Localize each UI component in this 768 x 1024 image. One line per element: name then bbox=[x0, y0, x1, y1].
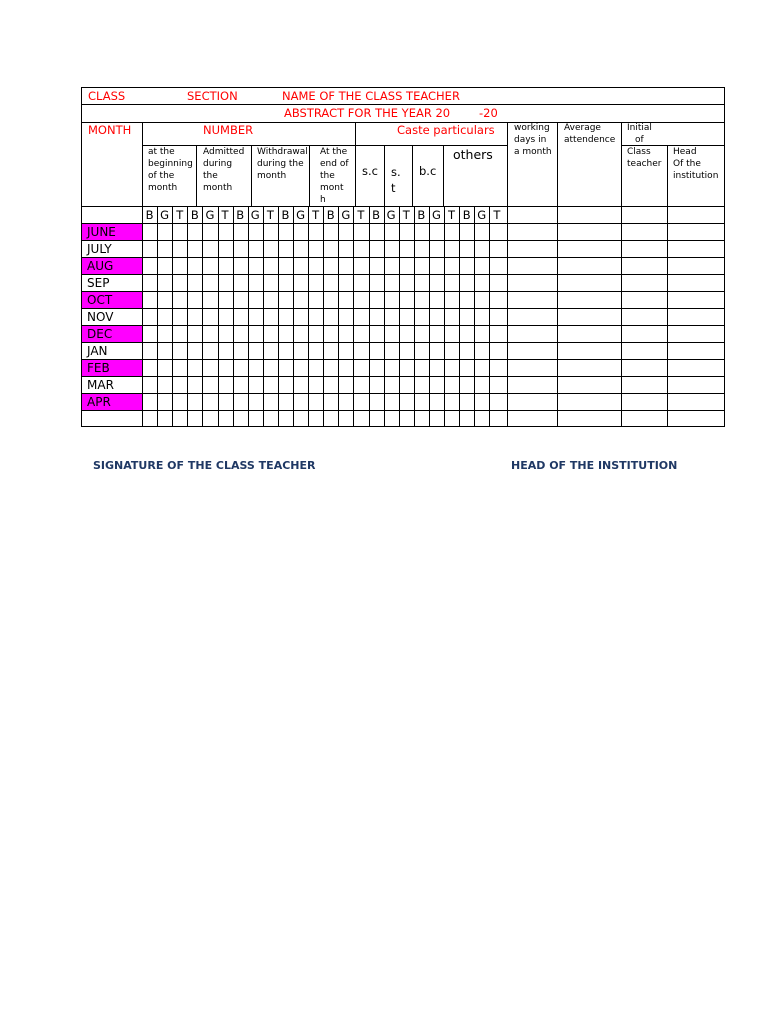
grid-line bbox=[81, 223, 724, 224]
bgt-letter: T bbox=[448, 208, 456, 222]
head-of-institution-signature-label: HEAD OF THE INSTITUTION bbox=[511, 459, 678, 472]
caste-sc: s.c bbox=[362, 164, 378, 178]
grid-line bbox=[142, 122, 143, 426]
month-row-label: DEC bbox=[81, 326, 142, 343]
grid-line bbox=[667, 145, 668, 426]
month-header: MONTH bbox=[88, 123, 132, 137]
grid-line bbox=[474, 206, 475, 426]
bgt-letter: G bbox=[431, 208, 441, 222]
average-attendance-header: Average attendence bbox=[564, 123, 616, 145]
grid-line bbox=[248, 206, 249, 426]
grid-line bbox=[81, 240, 724, 241]
grid-line bbox=[444, 206, 445, 426]
number-subhead-beginning: at the beginning of the month bbox=[148, 147, 193, 193]
grid-line bbox=[81, 122, 724, 123]
bgt-letter: B bbox=[236, 208, 245, 222]
bgt-letter: G bbox=[477, 208, 487, 222]
bgt-letter: G bbox=[386, 208, 396, 222]
caste-bc: b.c bbox=[419, 164, 437, 178]
number-subhead-withdrawal: Withdrawal during the month bbox=[257, 147, 308, 181]
bgt-letter: T bbox=[493, 208, 501, 222]
bgt-letter: T bbox=[312, 208, 320, 222]
class-label: CLASS bbox=[88, 89, 126, 103]
grid-line bbox=[81, 376, 724, 377]
grid-line bbox=[81, 257, 724, 258]
month-row-label: JAN bbox=[87, 344, 108, 358]
number-subhead-end: At the end of the mont h bbox=[320, 147, 349, 205]
grid-line bbox=[81, 87, 725, 88]
grid-line bbox=[157, 206, 158, 426]
bgt-letter: G bbox=[341, 208, 351, 222]
caste-others: others bbox=[453, 147, 493, 162]
grid-line bbox=[293, 206, 294, 426]
grid-line bbox=[338, 206, 339, 426]
grid-line bbox=[218, 206, 219, 426]
grid-line bbox=[251, 145, 252, 206]
grid-line bbox=[507, 122, 508, 426]
number-subhead-admitted: Admitted during the month bbox=[203, 147, 245, 193]
caste-particulars-header: Caste particulars bbox=[397, 123, 495, 137]
section-label: SECTION bbox=[187, 89, 238, 103]
grid-line bbox=[429, 206, 430, 426]
bgt-letter: T bbox=[402, 208, 410, 222]
grid-line bbox=[81, 393, 724, 394]
grid-line bbox=[81, 274, 724, 275]
grid-line bbox=[353, 206, 354, 426]
month-row-label: MAR bbox=[87, 378, 114, 392]
bgt-letter: B bbox=[417, 208, 426, 222]
grid-line bbox=[172, 206, 173, 426]
grid-line bbox=[187, 206, 188, 426]
grid-line bbox=[81, 104, 724, 105]
number-header: NUMBER bbox=[203, 123, 254, 137]
grid-line bbox=[196, 145, 197, 206]
grid-line bbox=[414, 206, 415, 426]
caste-st: s. t bbox=[391, 165, 401, 195]
initial-class-teacher-header: Initial of Class teacher bbox=[627, 123, 662, 169]
grid-line bbox=[81, 426, 725, 427]
grid-line bbox=[202, 206, 203, 426]
bgt-letter: B bbox=[145, 208, 154, 222]
bgt-letter: B bbox=[326, 208, 335, 222]
head-of-institution-header: Head Of the institution bbox=[673, 147, 719, 181]
grid-line bbox=[308, 206, 309, 426]
attendance-abstract-table bbox=[81, 87, 725, 427]
grid-line bbox=[384, 145, 385, 206]
grid-line bbox=[459, 206, 460, 426]
grid-line bbox=[233, 206, 234, 426]
bgt-letter: T bbox=[357, 208, 365, 222]
month-row-label: AUG bbox=[81, 258, 142, 275]
grid-line bbox=[724, 87, 725, 426]
bgt-letter: B bbox=[190, 208, 199, 222]
grid-line bbox=[278, 206, 279, 426]
bgt-letter: G bbox=[205, 208, 215, 222]
grid-line bbox=[323, 206, 324, 426]
grid-line bbox=[309, 145, 310, 206]
grid-line bbox=[489, 206, 490, 426]
teacher-name-label: NAME OF THE CLASS TEACHER bbox=[282, 89, 460, 103]
abstract-year-label: ABSTRACT FOR THE YEAR 20 bbox=[284, 106, 451, 120]
grid-line bbox=[81, 291, 724, 292]
grid-line bbox=[557, 122, 558, 426]
month-row-label: FEB bbox=[81, 360, 142, 377]
month-row-label: OCT bbox=[81, 292, 142, 309]
grid-line bbox=[399, 206, 400, 426]
grid-line bbox=[621, 122, 622, 426]
grid-line bbox=[81, 342, 724, 343]
bgt-letter: G bbox=[250, 208, 260, 222]
bgt-letter: G bbox=[160, 208, 170, 222]
abstract-year-suffix: -20 bbox=[479, 106, 498, 120]
grid-line bbox=[81, 410, 724, 411]
grid-line bbox=[621, 145, 724, 146]
bgt-letter: T bbox=[221, 208, 229, 222]
bgt-letter: B bbox=[462, 208, 471, 222]
class-teacher-signature-label: SIGNATURE OF THE CLASS TEACHER bbox=[93, 459, 316, 472]
bgt-letter: B bbox=[372, 208, 380, 222]
working-days-header: working days in a month bbox=[514, 123, 552, 157]
bgt-letter: G bbox=[296, 208, 305, 222]
month-row-label: SEP bbox=[87, 276, 110, 290]
month-row-label: JULY bbox=[87, 242, 112, 256]
grid-line bbox=[263, 206, 264, 426]
month-row-label: APR bbox=[81, 394, 142, 411]
grid-line bbox=[412, 145, 413, 206]
grid-line bbox=[81, 325, 724, 326]
month-row-label: NOV bbox=[87, 310, 114, 324]
grid-line bbox=[443, 145, 444, 206]
month-row-label: JUNE bbox=[81, 224, 142, 241]
grid-line bbox=[369, 206, 370, 426]
bgt-letter: T bbox=[266, 208, 274, 222]
grid-line bbox=[81, 308, 724, 309]
grid-line bbox=[81, 359, 724, 360]
bgt-letter: B bbox=[281, 208, 290, 222]
bgt-letter: T bbox=[176, 208, 184, 222]
grid-line bbox=[355, 122, 356, 206]
grid-line bbox=[81, 206, 724, 207]
grid-line bbox=[384, 206, 385, 426]
